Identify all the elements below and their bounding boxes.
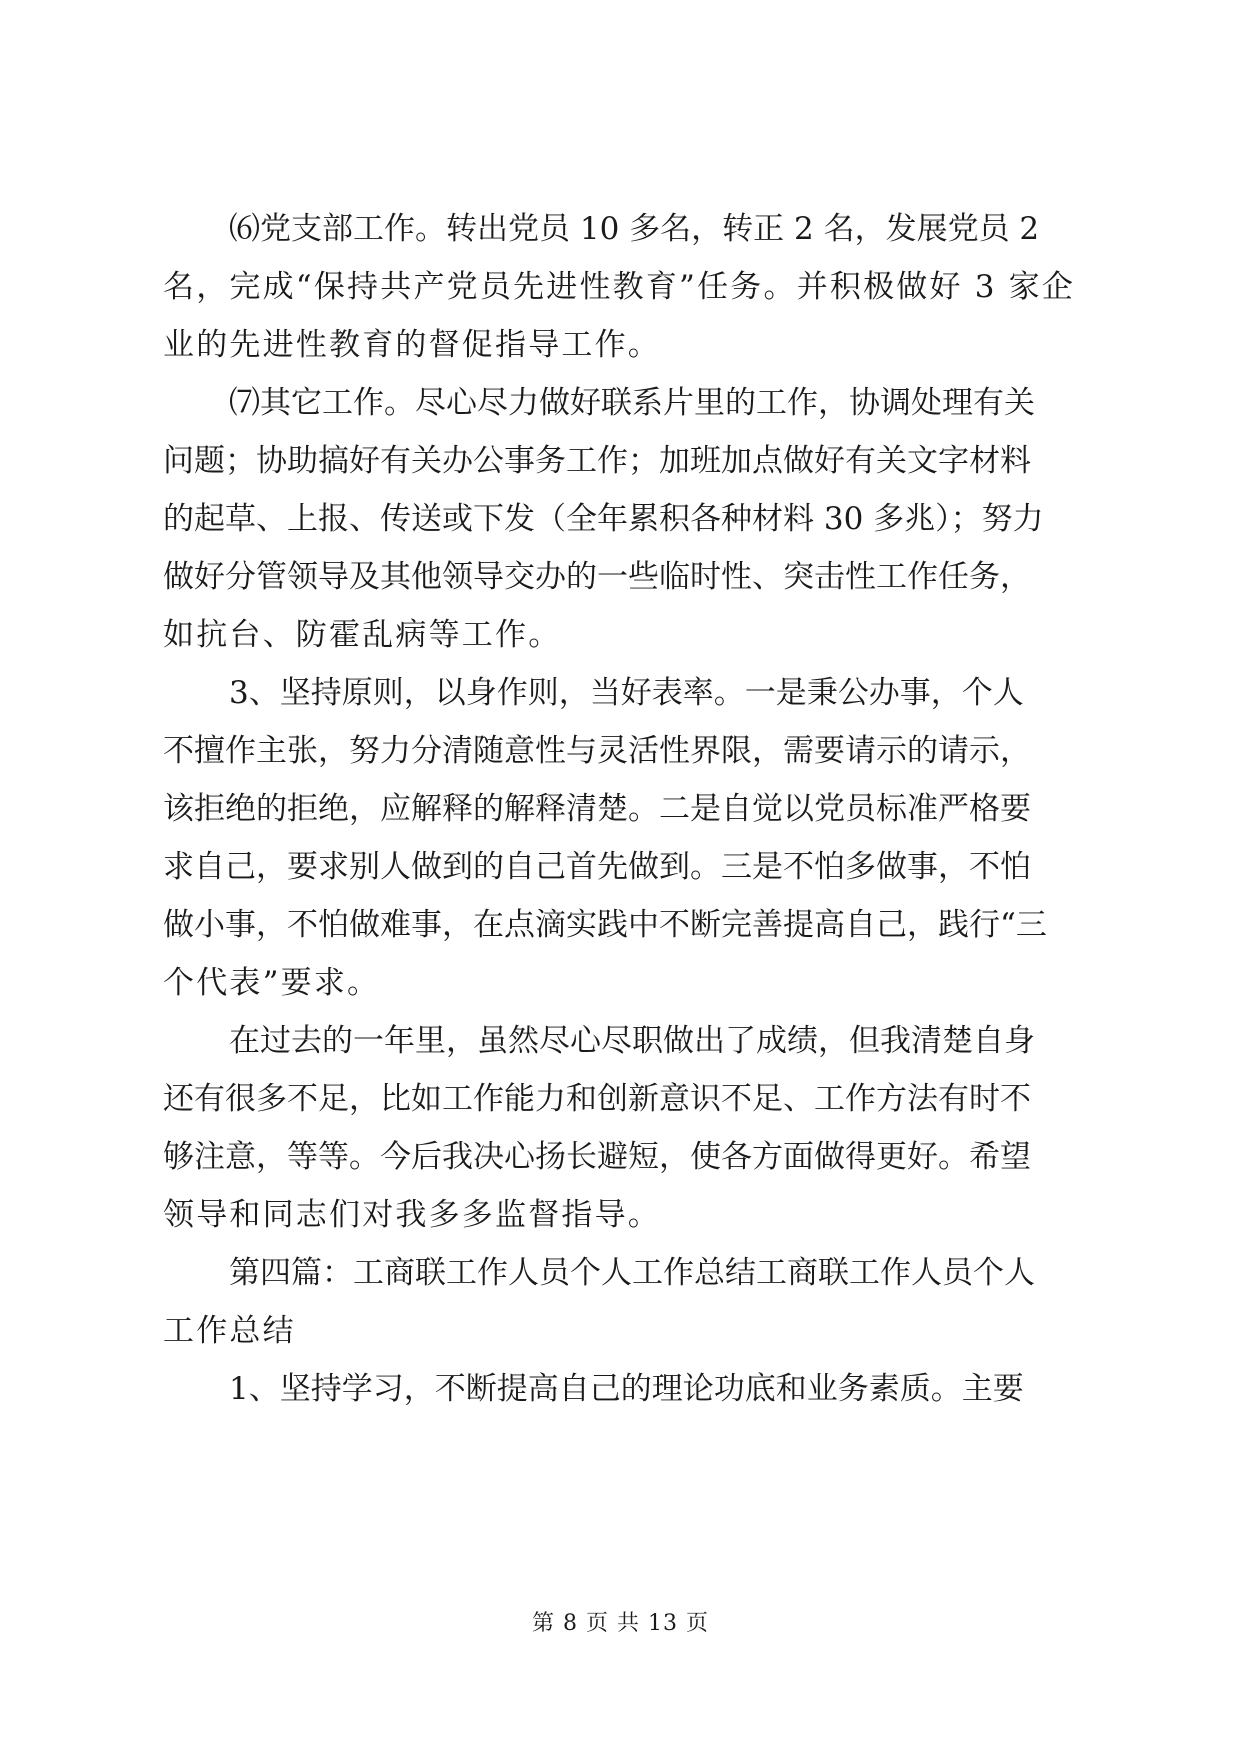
text-line: ⑹党支部工作。转出党员 10 多名，转正 2 名，发展党员 2: [229, 211, 1040, 247]
text-line: ⑺其它工作。尽心尽力做好联系片里的工作，协调处理有关: [229, 385, 1035, 421]
text-line: 如抗台、防霍乱病等工作。: [163, 617, 562, 653]
text-line: 的起草、上报、传送或下发（全年累积各种材料 30 多兆）；努力: [163, 501, 1044, 537]
text-line: 在过去的一年里，虽然尽心尽职做出了成绩，但我清楚自身: [229, 1023, 1035, 1059]
text-line: 业的先进性教育的督促指导工作。: [163, 327, 661, 363]
text-line: 3、坚持原则，以身作则，当好表率。一是秉公办事，个人: [229, 675, 1024, 711]
text-line: 名，完成“保持共产党员先进性教育”任务。并积极做好 3 家企: [163, 269, 1076, 305]
text-line: 求自己，要求别人做到的自己首先做到。三是不怕多做事，不怕: [163, 849, 1031, 885]
text-line: 做小事，不怕做难事，在点滴实践中不断完善提高自己，践行“三: [163, 907, 1047, 943]
text-line: 1、坚持学习，不断提高自己的理论功底和业务素质。主要: [229, 1371, 1024, 1407]
text-line: 该拒绝的拒绝，应解释的解释清楚。二是自觉以党员标准严格要: [163, 791, 1031, 827]
text-line: 不擅作主张，努力分清随意性与灵活性界限，需要请示的请示，: [163, 733, 1031, 769]
text-line: 个代表”要求。: [163, 965, 381, 1001]
text-line: 领导和同志们对我多多监督指导。: [163, 1197, 661, 1233]
text-line: 问题；协助搞好有关办公事务工作；加班加点做好有关文字材料: [163, 443, 1031, 479]
section-heading: 工作总结: [163, 1313, 296, 1349]
section-heading: 第四篇：工商联工作人员个人工作总结工商联工作人员个人: [229, 1255, 1035, 1291]
text-line: 做好分管领导及其他领导交办的一些临时性、突击性工作任务，: [163, 559, 1031, 595]
text-line: 够注意，等等。今后我决心扬长避短，使各方面做得更好。希望: [163, 1139, 1031, 1175]
page-number-footer: 第 8 页 共 13 页: [532, 1611, 709, 1636]
text-line: 还有很多不足，比如工作能力和创新意识不足、工作方法有时不: [163, 1081, 1031, 1117]
